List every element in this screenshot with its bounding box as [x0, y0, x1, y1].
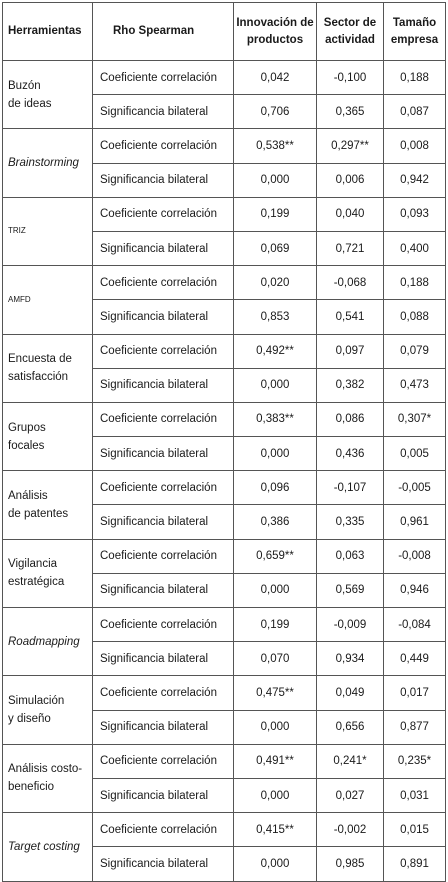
size-value: 0,961 — [384, 505, 446, 539]
table-row — [3, 129, 446, 163]
tool-name: Brainstorming — [8, 157, 79, 170]
tool-name-cell — [3, 129, 93, 197]
correlation-table-container — [2, 2, 446, 882]
tool-name-cell — [3, 676, 93, 744]
header-row — [3, 3, 446, 61]
size-value: 0,946 — [384, 573, 446, 607]
bilateral-significance-label: Significancia bilateral — [93, 505, 234, 539]
innovation-value: 0,000 — [234, 847, 317, 881]
table-row — [3, 744, 446, 778]
sector-value: 0,027 — [317, 778, 384, 812]
size-value: 0,307* — [384, 402, 446, 436]
sector-value: 0,436 — [317, 437, 384, 471]
bilateral-significance-label: Significancia bilateral — [93, 368, 234, 402]
tool-name: Análisis costo- beneficio — [8, 763, 83, 794]
table-row — [3, 676, 446, 710]
tool-name: AMFD — [8, 294, 31, 304]
tool-name-cell — [3, 471, 93, 539]
size-value: 0,031 — [384, 778, 446, 812]
innovation-value: 0,069 — [234, 231, 317, 265]
bilateral-significance-label: Significancia bilateral — [93, 437, 234, 471]
table-row — [3, 608, 446, 642]
header-rho-spearman: Rho Spearman — [93, 3, 234, 61]
size-value: 0,188 — [384, 266, 446, 300]
innovation-value: 0,199 — [234, 608, 317, 642]
sector-value: -0,009 — [317, 608, 384, 642]
sector-value: -0,107 — [317, 471, 384, 505]
innovation-value: 0,475** — [234, 676, 317, 710]
table-row — [3, 471, 446, 505]
correlation-coefficient-label: Coeficiente correlación — [93, 539, 234, 573]
table-row — [3, 539, 446, 573]
innovation-value: 0,070 — [234, 642, 317, 676]
size-value: 0,942 — [384, 163, 446, 197]
table-row — [3, 334, 446, 368]
tool-name: Roadmapping — [8, 635, 80, 648]
tool-name: Simulación y diseño — [8, 695, 65, 726]
innovation-value: 0,383** — [234, 402, 317, 436]
sector-value: 0,382 — [317, 368, 384, 402]
tool-name-cell — [3, 539, 93, 607]
innovation-value: 0,706 — [234, 95, 317, 129]
sector-value: -0,002 — [317, 813, 384, 847]
tool-name-cell — [3, 402, 93, 470]
tool-name: Análisis de patentes — [8, 489, 69, 520]
size-value: 0,188 — [384, 61, 446, 95]
sector-value: 0,365 — [317, 95, 384, 129]
table-row — [3, 266, 446, 300]
size-value: 0,235* — [384, 744, 446, 778]
innovation-value: 0,000 — [234, 573, 317, 607]
correlation-coefficient-label: Coeficiente correlación — [93, 197, 234, 231]
table-row — [3, 813, 446, 847]
tool-name-cell — [3, 61, 93, 129]
bilateral-significance-label: Significancia bilateral — [93, 573, 234, 607]
innovation-value: 0,096 — [234, 471, 317, 505]
tool-name-cell — [3, 334, 93, 402]
header-tools: Herramientas — [3, 3, 93, 61]
innovation-value: 0,386 — [234, 505, 317, 539]
table-row — [3, 197, 446, 231]
size-value: 0,877 — [384, 710, 446, 744]
header-product-innovation: Innovación de productos — [234, 3, 317, 61]
size-value: 0,008 — [384, 129, 446, 163]
correlation-coefficient-label: Coeficiente correlación — [93, 402, 234, 436]
correlation-coefficient-label: Coeficiente correlación — [93, 266, 234, 300]
tool-name: Target costing — [8, 840, 80, 853]
correlation-coefficient-label: Coeficiente correlación — [93, 744, 234, 778]
sector-value: -0,068 — [317, 266, 384, 300]
innovation-value: 0,538** — [234, 129, 317, 163]
tool-name-cell — [3, 266, 93, 334]
innovation-value: 0,000 — [234, 778, 317, 812]
tool-name-cell — [3, 744, 93, 812]
sector-value: 0,006 — [317, 163, 384, 197]
tool-name: Grupos focales — [8, 421, 46, 452]
correlation-coefficient-label: Coeficiente correlación — [93, 129, 234, 163]
header-sector: Sector de actividad — [317, 3, 384, 61]
sector-value: 0,063 — [317, 539, 384, 573]
innovation-value: 0,000 — [234, 710, 317, 744]
correlation-coefficient-label: Coeficiente correlación — [93, 61, 234, 95]
size-value: -0,008 — [384, 539, 446, 573]
bilateral-significance-label: Significancia bilateral — [93, 847, 234, 881]
tool-name: Encuesta de satisfacción — [8, 353, 72, 384]
size-value: 0,005 — [384, 437, 446, 471]
innovation-value: 0,491** — [234, 744, 317, 778]
size-value: 0,017 — [384, 676, 446, 710]
size-value: 0,400 — [384, 231, 446, 265]
tool-name: Buzón de ideas — [8, 79, 52, 110]
innovation-value: 0,199 — [234, 197, 317, 231]
innovation-value: 0,000 — [234, 368, 317, 402]
table-row — [3, 61, 446, 95]
innovation-value: 0,000 — [234, 437, 317, 471]
sector-value: 0,241* — [317, 744, 384, 778]
correlation-coefficient-label: Coeficiente correlación — [93, 334, 234, 368]
innovation-value: 0,020 — [234, 266, 317, 300]
bilateral-significance-label: Significancia bilateral — [93, 231, 234, 265]
innovation-value: 0,659** — [234, 539, 317, 573]
sector-value: 0,049 — [317, 676, 384, 710]
correlation-coefficient-label: Coeficiente correlación — [93, 471, 234, 505]
size-value: 0,473 — [384, 368, 446, 402]
bilateral-significance-label: Significancia bilateral — [93, 300, 234, 334]
bilateral-significance-label: Significancia bilateral — [93, 163, 234, 197]
size-value: 0,088 — [384, 300, 446, 334]
innovation-value: 0,042 — [234, 61, 317, 95]
sector-value: 0,086 — [317, 402, 384, 436]
size-value: 0,891 — [384, 847, 446, 881]
bilateral-significance-label: Significancia bilateral — [93, 778, 234, 812]
table-body — [3, 61, 446, 882]
size-value: 0,079 — [384, 334, 446, 368]
sector-value: 0,541 — [317, 300, 384, 334]
size-value: -0,005 — [384, 471, 446, 505]
sector-value: 0,569 — [317, 573, 384, 607]
innovation-value: 0,415** — [234, 813, 317, 847]
innovation-value: 0,492** — [234, 334, 317, 368]
sector-value: -0,100 — [317, 61, 384, 95]
spearman-correlation-table — [2, 2, 446, 882]
size-value: -0,084 — [384, 608, 446, 642]
tool-name: Vigilancia estratégica — [8, 558, 65, 589]
size-value: 0,449 — [384, 642, 446, 676]
size-value: 0,087 — [384, 95, 446, 129]
tool-name: TRIZ — [8, 226, 26, 236]
sector-value: 0,721 — [317, 231, 384, 265]
tool-name-cell — [3, 197, 93, 265]
correlation-coefficient-label: Coeficiente correlación — [93, 608, 234, 642]
table-row — [3, 402, 446, 436]
tool-name-cell — [3, 813, 93, 881]
sector-value: 0,985 — [317, 847, 384, 881]
sector-value: 0,297** — [317, 129, 384, 163]
sector-value: 0,097 — [317, 334, 384, 368]
bilateral-significance-label: Significancia bilateral — [93, 642, 234, 676]
header-company-size: Tamaño empresa — [384, 3, 446, 61]
innovation-value: 0,000 — [234, 163, 317, 197]
table-header — [3, 3, 446, 61]
correlation-coefficient-label: Coeficiente correlación — [93, 813, 234, 847]
bilateral-significance-label: Significancia bilateral — [93, 95, 234, 129]
sector-value: 0,656 — [317, 710, 384, 744]
correlation-coefficient-label: Coeficiente correlación — [93, 676, 234, 710]
tool-name-cell — [3, 608, 93, 676]
size-value: 0,015 — [384, 813, 446, 847]
innovation-value: 0,853 — [234, 300, 317, 334]
sector-value: 0,934 — [317, 642, 384, 676]
bilateral-significance-label: Significancia bilateral — [93, 710, 234, 744]
sector-value: 0,040 — [317, 197, 384, 231]
sector-value: 0,335 — [317, 505, 384, 539]
size-value: 0,093 — [384, 197, 446, 231]
